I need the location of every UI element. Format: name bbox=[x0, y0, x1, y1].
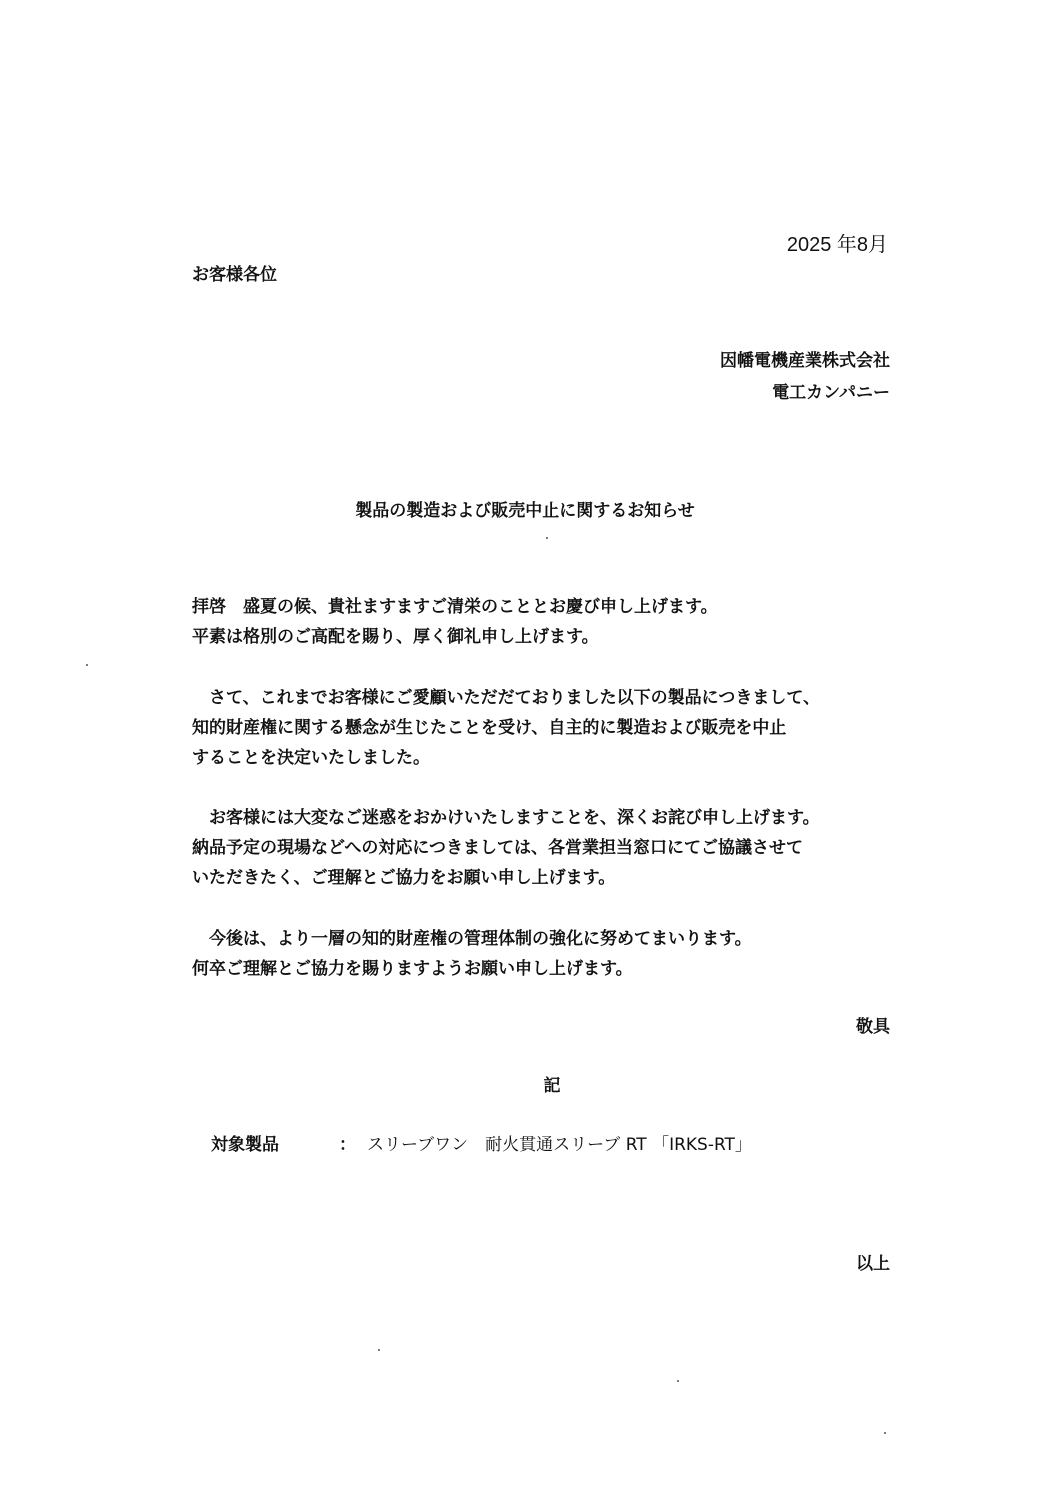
end-mark: 以上 bbox=[856, 1254, 890, 1274]
apology-line: お客様には大変なご迷惑をおかけいたしますことを、深くお詫び申し上げます。 bbox=[192, 808, 820, 828]
paragraph-announcement bbox=[192, 683, 820, 773]
future-line: 何卒ご理解とご協力を賜りますようお願い申し上げます。 bbox=[192, 959, 633, 979]
greeting-line: 拝啓 盛夏の候、貴社ますますご清栄のこととお慶び申し上げます。 bbox=[192, 597, 718, 617]
target-separator: ： bbox=[339, 1135, 356, 1155]
target-label: 対象製品 bbox=[211, 1135, 279, 1155]
scan-speck bbox=[86, 664, 88, 666]
scan-speck bbox=[378, 1349, 380, 1351]
paragraph-greeting bbox=[192, 592, 718, 652]
apology-line: いただきたく、ご理解とご協力をお願い申し上げます。 bbox=[192, 868, 616, 888]
recipient: お客様各位 bbox=[192, 265, 277, 285]
company-name: 因幡電機産業株式会社 bbox=[720, 351, 890, 371]
closing-phrase: 敬具 bbox=[856, 1017, 890, 1037]
greeting-line: 平素は格別のご高配を賜り、厚く御礼申し上げます。 bbox=[192, 627, 599, 647]
target-value: スリーブワン 耐火貫通スリーブ RT 「IRKS-RT」 bbox=[367, 1135, 752, 1155]
paragraph-apology bbox=[192, 803, 820, 893]
notice-heading: 記 bbox=[543, 1076, 561, 1096]
company-division: 電工カンパニー bbox=[772, 383, 890, 403]
scan-speck bbox=[546, 537, 548, 539]
apology-line: 納品予定の現場などへの対応につきましては、各営業担当窓口にてご協議させて bbox=[192, 838, 803, 858]
letter-date: 2025 年8月 bbox=[786, 234, 888, 256]
scan-speck bbox=[884, 1432, 886, 1434]
announcement-line: することを決定いたしました。 bbox=[192, 748, 430, 768]
paragraph-future bbox=[192, 924, 752, 984]
target-product-row bbox=[211, 1130, 752, 1155]
announcement-line: 知的財産権に関する懸念が生じたことを受け、自主的に製造および販売を中止 bbox=[192, 718, 787, 738]
page-title: 製品の製造および販売中止に関するお知らせ bbox=[355, 501, 695, 521]
announcement-line: さて、これまでお客様にご愛顧いただだておりました以下の製品につきまして、 bbox=[192, 688, 820, 708]
scan-speck bbox=[677, 1380, 679, 1382]
future-line: 今後は、より一層の知的財産権の管理体制の強化に努めてまいります。 bbox=[192, 929, 752, 949]
